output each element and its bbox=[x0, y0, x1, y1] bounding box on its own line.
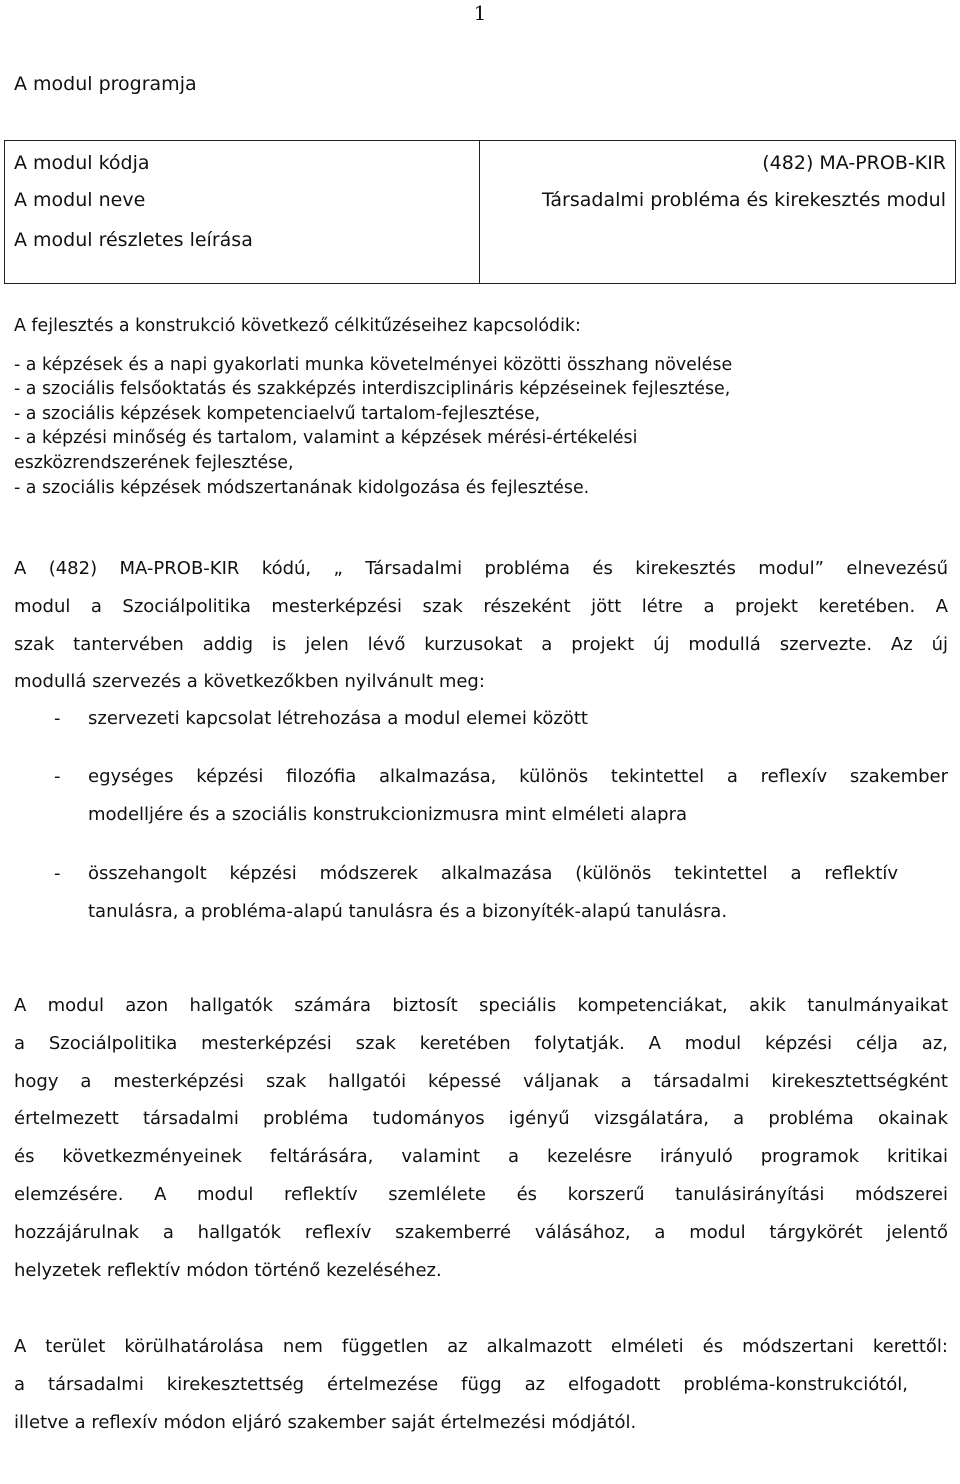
list-item-line: egységes képzési filozófia alkalmazása, különös tekintettel a reflexív szakember bbox=[88, 766, 948, 787]
paragraph-line: értelmezett társadalmi probléma tudományos igényű vizsgálatára, a probléma okainak bbox=[14, 1108, 948, 1130]
table-row bbox=[5, 141, 956, 182]
module-name-label: A modul neve bbox=[5, 181, 480, 219]
paragraph-line: hozzájárulnak a hallgatók reflexív szakemberré válásához, a modul tárgykörét jelentő bbox=[14, 1221, 948, 1243]
paragraph-line: A (482) MA-PROB-KIR kódú, „ Társadalmi probléma és kirekesztés modul” elnevezésű bbox=[14, 558, 948, 579]
paragraph-line: modul a Szociálpolitika mesterképzési szak részeként jött létre a projekt keretében. A bbox=[14, 595, 948, 617]
list-item-line: szervezeti kapcsolat létrehozása a modul elemei között bbox=[88, 708, 588, 729]
paragraph-line: modullá szervezés a következőkben nyilvánult meg: bbox=[14, 671, 485, 693]
module-code-value: (482) MA-PROB-KIR bbox=[480, 141, 956, 182]
paragraph-line: A modul azon hallgatók számára biztosít speciális kompetenciákat, akik tanulmányaikat bbox=[14, 995, 948, 1016]
list-dash: - bbox=[54, 708, 61, 729]
list-item-line: modelljére és a szociális konstrukcionizmusra mint elméleti alapra bbox=[88, 804, 688, 825]
goal-item: - a szociális képzések módszertanának kidolgozása és fejlesztése. bbox=[14, 477, 590, 498]
goal-item: - a szociális képzések kompetenciaelvű tartalom-fejlesztése, bbox=[14, 403, 541, 424]
list-item-line: összehangolt képzési módszerek alkalmazása (különös tekintettel a reflektív bbox=[88, 863, 898, 884]
module-code-label: A modul kódja bbox=[5, 141, 480, 182]
table-row bbox=[5, 219, 956, 284]
goal-item: - a képzési minőség és tartalom, valamint a képzések mérési-értékelési bbox=[14, 428, 638, 449]
page-number: 1 bbox=[473, 1, 487, 25]
paragraph-line: és következményeinek feltárására, valamint a kezelésre irányuló programok kritikai bbox=[14, 1146, 948, 1168]
table-row bbox=[5, 181, 956, 219]
paragraph-line: helyzetek reflektív módon történő kezeléséhez. bbox=[14, 1259, 442, 1281]
paragraph-line: elemzésére. A modul reflektív szemlélete és korszerű tanulásirányítási módszerei bbox=[14, 1183, 948, 1205]
list-item-line: tanulásra, a probléma-alapú tanulásra és a bizonyíték-alapú tanulásra. bbox=[88, 901, 728, 922]
paragraph-line: a társadalmi kirekesztettség értelmezése függ az elfogadott probléma-konstrukciótól, bbox=[14, 1373, 908, 1395]
paragraph-line: hogy a mesterképzési szak hallgatói képessé váljanak a társadalmi kirekesztettségként bbox=[14, 1070, 948, 1092]
goal-item: eszközrendszerének fejlesztése, bbox=[14, 452, 294, 473]
module-description-label: A modul részletes leírása bbox=[5, 219, 480, 284]
module-info-table bbox=[4, 140, 956, 284]
scope-paragraph bbox=[14, 1328, 948, 1441]
module-origin-paragraph bbox=[14, 550, 948, 701]
paragraph-line: szak tantervében addig is jelen lévő kurzusokat a projekt új modullá szervezte. Az új bbox=[14, 633, 948, 655]
module-description-value bbox=[480, 219, 956, 284]
goal-item: - a szociális felsőoktatás és szakképzés interdiszciplináris képzéseinek fejlesztése, bbox=[14, 379, 731, 400]
goals-intro: A fejlesztés a konstrukció következő célkitűzéseihez kapcsolódik: bbox=[14, 316, 581, 336]
module-name-value: Társadalmi probléma és kirekesztés modul bbox=[480, 181, 956, 219]
paragraph-line: A terület körülhatárolása nem független az alkalmazott elméleti és módszertani kerettől: bbox=[14, 1336, 948, 1357]
development-goals bbox=[14, 314, 948, 500]
paragraph-line: a Szociálpolitika mesterképzési szak keretében folytatják. A modul képzési célja az, bbox=[14, 1032, 948, 1054]
paragraph-line: illetve a reflexív módon eljáró szakember saját értelmezési módjától. bbox=[14, 1411, 637, 1433]
list-dash: - bbox=[54, 863, 61, 884]
list-dash: - bbox=[54, 766, 61, 787]
module-purpose-paragraph bbox=[14, 987, 948, 1289]
goal-item: - a képzések és a napi gyakorlati munka követelményei közötti összhang növelése bbox=[14, 354, 733, 375]
page-title: A modul programja bbox=[14, 73, 197, 95]
